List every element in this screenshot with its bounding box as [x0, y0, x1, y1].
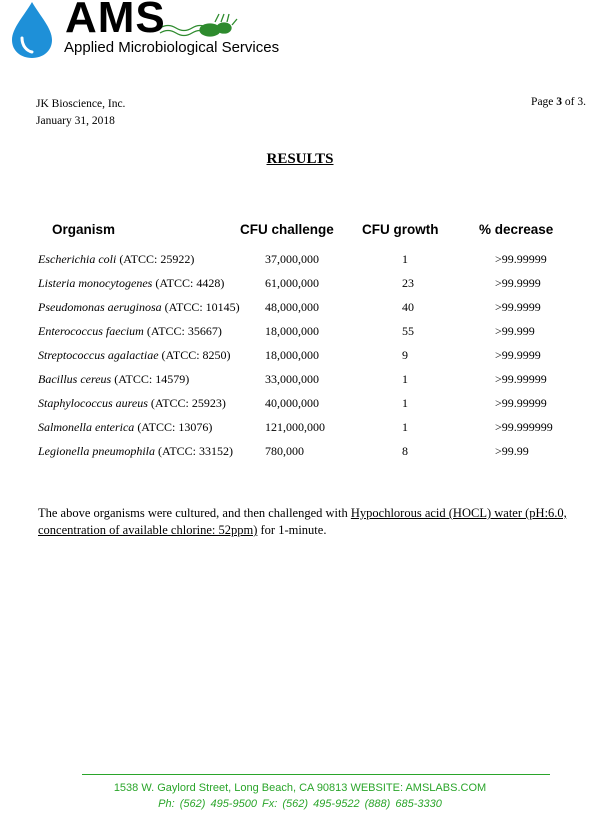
logo-title: AMS: [65, 0, 166, 42]
table-row: [0, 276, 600, 296]
page-current: 3: [556, 96, 563, 108]
reagent-description: Hypochlorous acid (HOCL) water (pH:6.0, concentration of available chlorine: 52ppm): [38, 506, 567, 537]
header-cfu-challenge: CFU challenge: [240, 222, 334, 237]
page-number: [531, 96, 586, 108]
decrease-cell: >99.9999: [495, 276, 541, 290]
page-suffix: of 3.: [562, 96, 586, 108]
table-row: [0, 252, 600, 272]
logo-subtitle: Applied Microbiological Services: [64, 39, 280, 56]
atcc-id: (ATCC: 10145): [164, 300, 240, 314]
organism-name: Enterococcus faecium: [38, 324, 144, 338]
cfu-growth-cell: 1: [402, 252, 408, 266]
organism-cell: [38, 252, 194, 267]
description-duration: for 1-minute.: [257, 523, 327, 537]
cfu-challenge-cell: 18,000,000: [265, 324, 319, 338]
atcc-id: (ATCC: 35667): [146, 324, 222, 338]
decrease-cell: >99.99999: [495, 372, 547, 386]
company-name: JK Bioscience, Inc.: [36, 98, 126, 110]
organism-name: Legionella pneumophila: [38, 444, 155, 458]
decrease-cell: >99.999: [495, 324, 535, 338]
table-row: [0, 444, 600, 464]
atcc-id: (ATCC: 13076): [137, 420, 213, 434]
atcc-id: (ATCC: 33152): [158, 444, 233, 458]
decrease-cell: >99.99999: [495, 396, 547, 410]
organism-cell: [38, 324, 222, 339]
cfu-growth-cell: 1: [402, 420, 408, 434]
organism-cell: [38, 348, 231, 363]
organism-name: Staphylococcus aureus: [38, 396, 148, 410]
decrease-cell: >99.99999: [495, 252, 547, 266]
cfu-growth-cell: 8: [402, 444, 408, 458]
cfu-challenge-cell: 121,000,000: [265, 420, 325, 434]
table-row: [0, 420, 600, 440]
atcc-id: (ATCC: 4428): [155, 276, 225, 290]
organism-cell: [38, 300, 240, 315]
description-text: The above organisms were cultured, and then challenged with: [38, 506, 351, 520]
cfu-growth-cell: 40: [402, 300, 414, 314]
report-date: January 31, 2018: [36, 115, 115, 127]
page-prefix: Page: [531, 96, 557, 108]
decrease-cell: >99.999999: [495, 420, 553, 434]
organism-cell: [38, 276, 224, 291]
atcc-id: (ATCC: 25923): [150, 396, 226, 410]
organism-cell: [38, 396, 226, 411]
decrease-cell: >99.99: [495, 444, 529, 458]
organism-name: Streptococcus agalactiae: [38, 348, 159, 362]
table-row: [0, 324, 600, 344]
table-row: [0, 396, 600, 416]
organism-name: Escherichia coli: [38, 252, 117, 266]
footer-divider: [82, 774, 550, 775]
atcc-id: (ATCC: 14579): [114, 372, 190, 386]
footer-phones: Ph: (562) 495-9500 Fx: (562) 495-9522 (888) 685-3330: [158, 798, 442, 810]
table-row: [0, 300, 600, 320]
organism-name: Listeria monocytogenes: [38, 276, 153, 290]
cfu-challenge-cell: 18,000,000: [265, 348, 319, 362]
header-organism: Organism: [52, 222, 116, 237]
cfu-challenge-cell: 33,000,000: [265, 372, 319, 386]
method-description: [38, 505, 568, 539]
cfu-growth-cell: 55: [402, 324, 414, 338]
footer-address: 1538 W. Gaylord Street, Long Beach, CA 90813 WEBSITE: AMSLABS.COM: [113, 782, 487, 794]
organism-name: Pseudomonas aeruginosa: [38, 300, 162, 314]
organism-cell: [38, 444, 233, 459]
cfu-challenge-cell: 40,000,000: [265, 396, 319, 410]
table-row: [0, 348, 600, 368]
cfu-growth-cell: 9: [402, 348, 408, 362]
cfu-challenge-cell: 48,000,000: [265, 300, 319, 314]
decrease-cell: >99.9999: [495, 348, 541, 362]
organism-name: Bacillus cereus: [38, 372, 112, 386]
organism-cell: [38, 372, 189, 387]
cfu-growth-cell: 1: [402, 396, 408, 410]
bacterium-icon: [160, 14, 237, 36]
cfu-challenge-cell: 61,000,000: [265, 276, 319, 290]
atcc-id: (ATCC: 8250): [161, 348, 231, 362]
recipient-block: [36, 96, 125, 130]
atcc-id: (ATCC: 25922): [119, 252, 195, 266]
ams-logo: [10, 0, 290, 60]
header-percent-decrease: % decrease: [479, 222, 554, 237]
cfu-challenge-cell: 780,000: [265, 444, 304, 458]
cfu-growth-cell: 1: [402, 372, 408, 386]
cfu-challenge-cell: 37,000,000: [265, 252, 319, 266]
organism-cell: [38, 420, 212, 435]
section-title: RESULTS: [266, 151, 334, 167]
decrease-cell: >99.9999: [495, 300, 541, 314]
table-row: [0, 372, 600, 392]
cfu-growth-cell: 23: [402, 276, 414, 290]
organism-name: Salmonella enterica: [38, 420, 135, 434]
header-cfu-growth: CFU growth: [362, 222, 439, 237]
